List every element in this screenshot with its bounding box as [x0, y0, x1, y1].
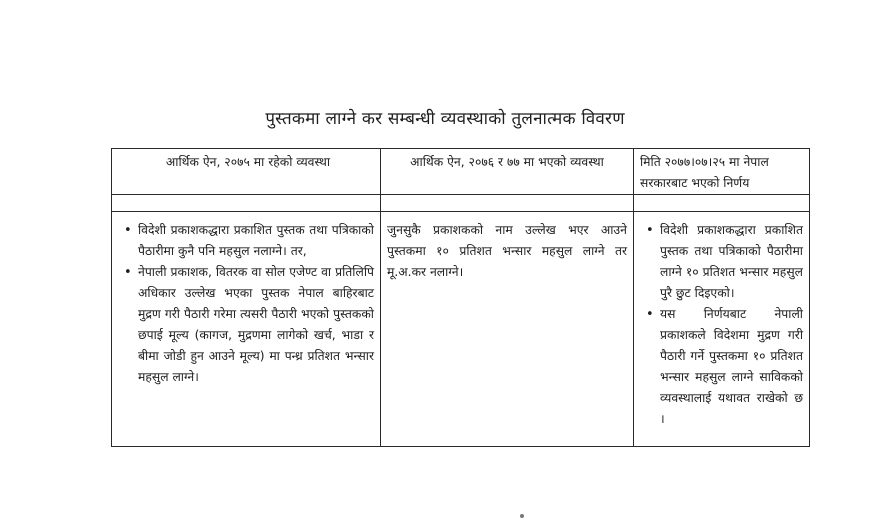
- provision-list-2075: [118, 220, 374, 388]
- header-finance-act-2075: आर्थिक ऐन, २०७५ मा रहेको व्यवस्था: [112, 149, 381, 195]
- cell-finance-act-2076-77: जुनसुकै प्रकाशकको नाम उल्लेख भएर आउने पुस्तकमा १० प्रतिशत भन्सार महसुल लाग्ने तर मू.अ.कर नलाग्ने।: [381, 212, 634, 447]
- list-item: • विदेशी प्रकाशकद्धारा प्रकाशित पुस्तक तथा पत्रिकाको पैठारीमा लाग्ने १० प्रतिशत भन्सार महसुल पुरै छुट दिइएको।: [660, 220, 803, 304]
- spacer-cell: [381, 195, 634, 212]
- header-government-decision: मिति २०७७।०७।२५ मा नेपाल सरकारबाट भएको निर्णय: [634, 149, 810, 195]
- table-header-row: [112, 149, 810, 195]
- spacer-cell: [112, 195, 381, 212]
- list-item: • विदेशी प्रकाशकद्धारा प्रकाशित पुस्तक तथा पत्रिकाको पैठारीमा कुनै पनि महसुल नलाग्ने। तर,: [138, 220, 374, 262]
- decision-list: [640, 220, 803, 430]
- spacer-row: [112, 195, 810, 212]
- cell-government-decision: [634, 212, 810, 447]
- cell-finance-act-2075: [112, 212, 381, 447]
- comparison-table: [111, 148, 810, 447]
- spacer-cell: [634, 195, 810, 212]
- document-title: पुस्तकमा लाग्ने कर सम्बन्धी व्यवस्थाको तुलनात्मक विवरण: [265, 109, 625, 129]
- list-item: • यस निर्णयबाट नेपाली प्रकाशकले विदेशमा मुद्रण गरी पैठारी गर्ने पुस्तकमा १० प्रतिशत भन्सार महसुल लाग्ने साविकको व्यवस्थालाई यथावत राखेको छ ।: [660, 304, 803, 430]
- header-finance-act-2076-77: आर्थिक ऐन, २०७६ र ७७ मा भएको व्यवस्था: [381, 149, 634, 195]
- list-item: • नेपाली प्रकाशक, वितरक वा सोल एजेण्ट वा प्रतिलिपि अधिकार उल्लेख भएका पुस्तक नेपाल बाहिरबाट मुद्रण गरी पैठारी गरेमा त्यसरी पैठारी भएको पुस्तकको छपाई मूल्य (कागज, मुद्रणमा लागेको खर्च, भाडा र बीमा जोडी हुन आउने मूल्य) मा पन्ध्र प्रतिशत भन्सार महसुल लाग्ने।: [138, 262, 374, 388]
- scan-speck: [520, 514, 524, 518]
- table-body-row: [112, 212, 810, 447]
